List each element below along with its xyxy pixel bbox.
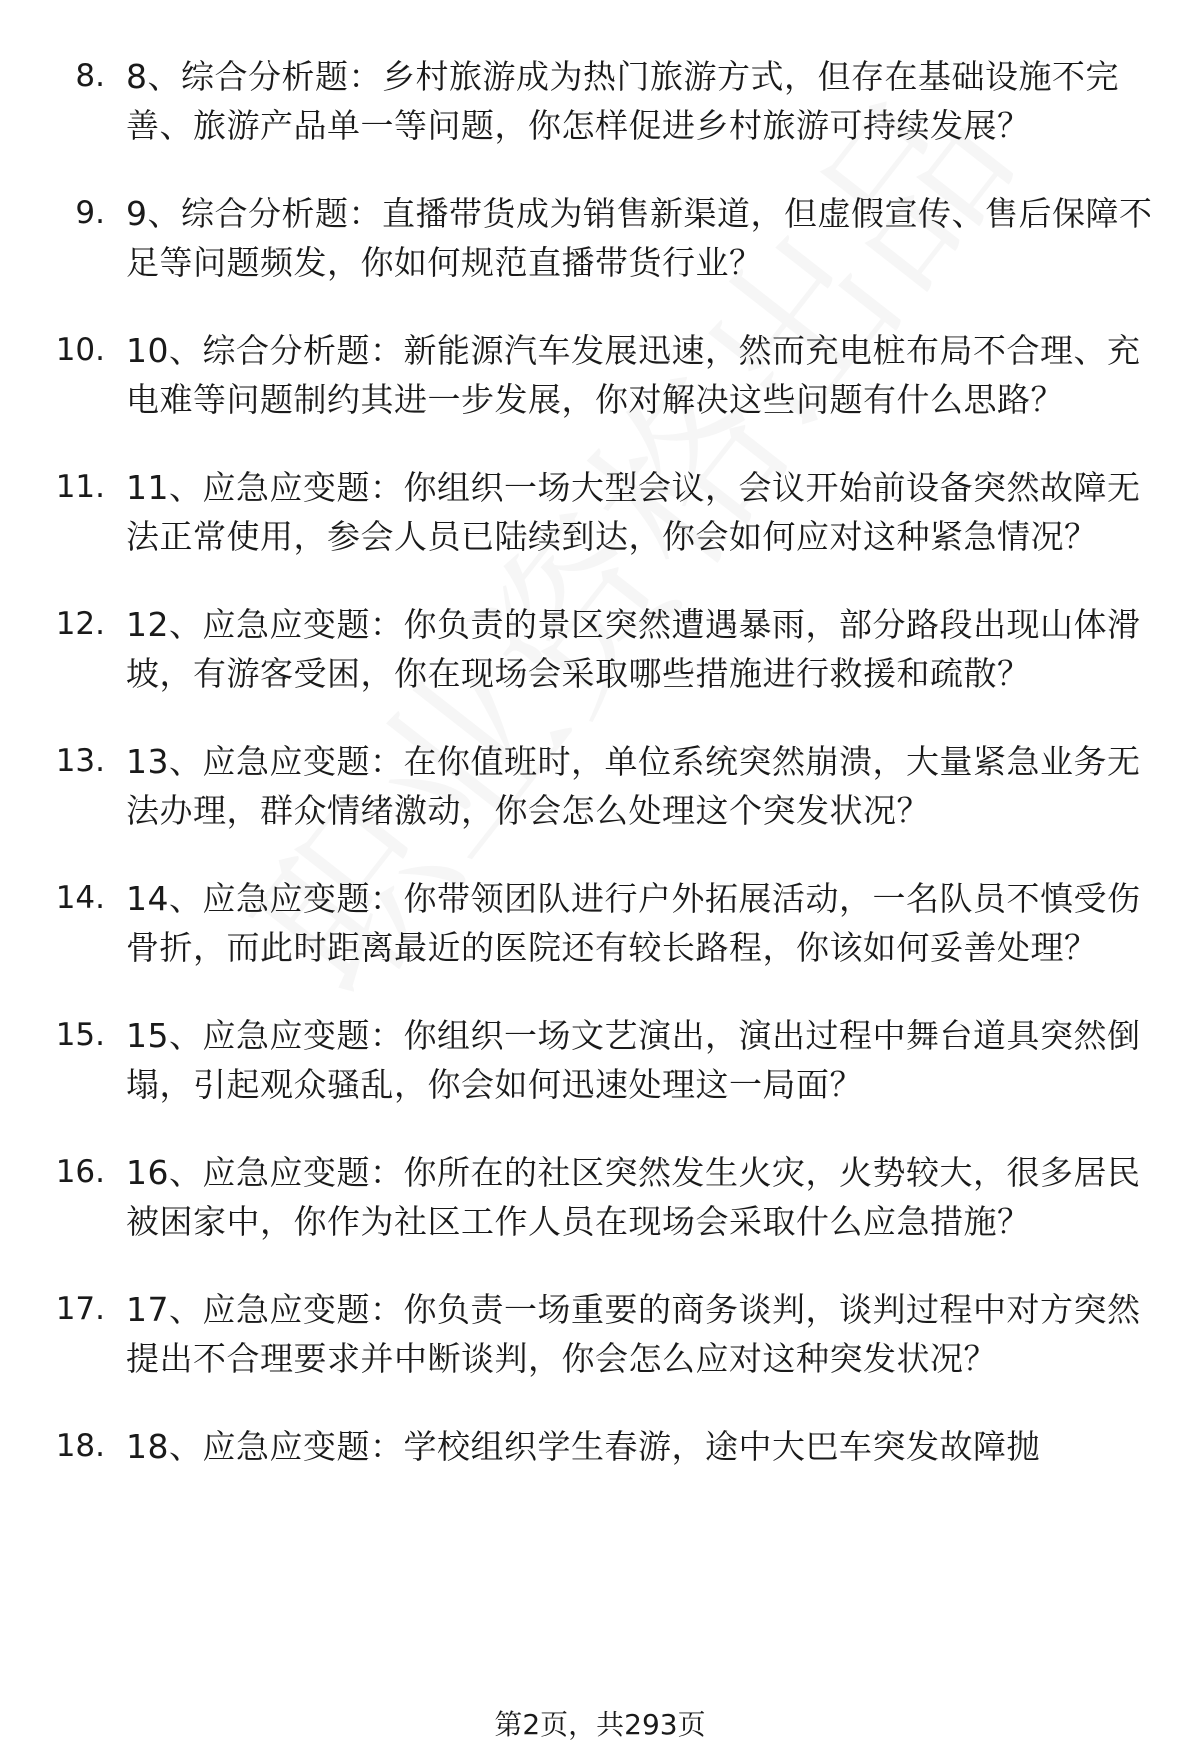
list-item bbox=[0, 874, 1200, 972]
item-number: 9. bbox=[75, 195, 105, 231]
item-number: 13. bbox=[55, 743, 105, 779]
list-item bbox=[0, 189, 1200, 287]
item-text: 15、应急应变题：你组织一场文艺演出，演出过程中舞台道具突然倒塌，引起观众骚乱，你会如何迅速处理这一局面？ bbox=[126, 1016, 1141, 1104]
item-text: 14、应急应变题：你带领团队进行户外拓展活动，一名队员不慎受伤骨折，而此时距离最近的医院还有较长路程，你该如何妥善处理？ bbox=[126, 879, 1141, 967]
item-number: 10. bbox=[55, 332, 105, 368]
list-item bbox=[0, 463, 1200, 561]
item-text: 17、应急应变题：你负责一场重要的商务谈判，谈判过程中对方突然提出不合理要求并中断谈判，你会怎么应对这种突发状况？ bbox=[126, 1290, 1141, 1378]
item-number: 15. bbox=[55, 1017, 105, 1053]
item-text: 12、应急应变题：你负责的景区突然遭遇暴雨，部分路段出现山体滑坡，有游客受困，你在现场会采取哪些措施进行救援和疏散？ bbox=[126, 605, 1141, 693]
item-text: 13、应急应变题：在你值班时，单位系统突然崩溃，大量紧急业务无法办理，群众情绪激动，你会怎么处理这个突发状况？ bbox=[126, 742, 1141, 830]
item-number: 16. bbox=[55, 1154, 105, 1190]
item-number: 18. bbox=[55, 1428, 105, 1464]
item-text: 8、综合分析题：乡村旅游成为热门旅游方式，但存在基础设施不完善、旅游产品单一等问题，你怎样促进乡村旅游可持续发展？ bbox=[126, 57, 1119, 145]
list-item bbox=[0, 326, 1200, 424]
item-text: 10、综合分析题：新能源汽车发展迅速，然而充电桩布局不合理、充电难等问题制约其进一步发展，你对解决这些问题有什么思路？ bbox=[126, 331, 1141, 419]
list-item bbox=[0, 737, 1200, 835]
item-text: 18、应急应变题：学校组织学生春游，途中大巴车突发故障抛 bbox=[126, 1427, 1040, 1466]
item-number: 11. bbox=[55, 469, 105, 505]
item-number: 12. bbox=[55, 606, 105, 642]
list-item bbox=[0, 1285, 1200, 1383]
item-number: 14. bbox=[55, 880, 105, 916]
list-item bbox=[0, 600, 1200, 698]
item-text: 16、应急应变题：你所在的社区突然发生火灾，火势较大，很多居民被困家中，你作为社区工作人员在现场会采取什么应急措施？ bbox=[126, 1153, 1141, 1241]
list-item bbox=[0, 52, 1200, 150]
item-text: 9、综合分析题：直播带货成为销售新渠道，但虚假宣传、售后保障不足等问题频发，你如何规范直播带货行业？ bbox=[126, 194, 1153, 282]
item-number: 17. bbox=[55, 1291, 105, 1327]
list-item bbox=[0, 1148, 1200, 1246]
page-footer: 第2页，共293页 bbox=[494, 1708, 706, 1741]
question-list bbox=[0, 52, 1200, 1510]
item-text: 11、应急应变题：你组织一场大型会议，会议开始前设备突然故障无法正常使用，参会人员已陆续到达，你会如何应对这种紧急情况？ bbox=[126, 468, 1141, 556]
list-item bbox=[0, 1422, 1200, 1471]
list-item bbox=[0, 1011, 1200, 1109]
item-number: 8. bbox=[75, 58, 105, 94]
